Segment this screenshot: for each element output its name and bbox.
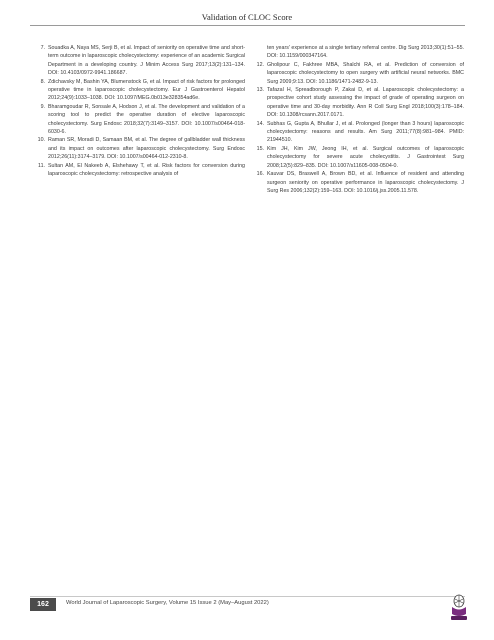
- footer-divider: [30, 596, 465, 597]
- reference-text: Kim JH, Kim JW, Jeong IH, et al. Surgical outcomes of laparoscopic cholecystectomy for severe acute cholecystitis. J Gastrointest Surg 2008;12(5):829–835. DOI: 10.1007/s11605-008-0504-0.: [267, 145, 464, 169]
- reference-item: [252, 170, 464, 195]
- reference-number: 8.: [40, 78, 45, 85]
- reference-item: [33, 162, 245, 179]
- publisher-logo-icon: [448, 592, 470, 622]
- reference-text: Kauvar DS, Braswell A, Brown BD, et al. Influence of resident and attending surgeon seniority on operative performance in laparoscopic cholecystectomy. J Surg Res 2006;132(2):159–163. DOI: 10.1016/j.jss.2005.11.578.: [267, 171, 464, 194]
- reference-text: Tafazal H, Spreadborough P, Zakai D, et al. Laparoscopic cholecystectomy: a prospective cohort study assessing the impact of grade of operating surgeon on operative time and 30-day morbidity. Ann R Coll Surg Engl 2018;100(3):178–184. DOI: 10.1308/rcsann.2017.0171.: [267, 87, 464, 119]
- reference-item: [252, 145, 464, 170]
- reference-item: [33, 136, 245, 161]
- journal-citation: World Journal of Laparoscopic Surgery, Volume 15 Issue 2 (May–August 2022): [66, 600, 269, 606]
- reference-number: 14.: [256, 120, 264, 127]
- reference-text: Sultan AM, El Nakeeb A, Elshehawy T, et al. Risk factors for conversion during laparoscopic cholecystectomy: retrospective analysis of: [48, 162, 245, 178]
- reference-text: Bharamgoudar R, Sonsale A, Hodson J, et al. The development and validation of a scoring tool to predict the operative duration of elective laparoscopic cholecystectomy. Surg Endosc 2018;32(7):3149–3157. DOI: 10.1007/s00464-018-6030-6.: [48, 103, 245, 136]
- reference-number: 9.: [40, 103, 45, 110]
- reference-item: [33, 78, 245, 103]
- reference-number: 7.: [40, 45, 45, 51]
- reference-item: [252, 86, 464, 120]
- reference-number: 11.: [38, 162, 45, 169]
- reference-number: 12.: [256, 61, 264, 68]
- running-header: Validation of CLOC Score: [201, 12, 293, 22]
- reference-number: 13.: [256, 87, 264, 94]
- page-number: 162: [30, 598, 56, 611]
- header-divider: [30, 25, 465, 26]
- reference-text: Raman SR, Moradi D, Samaan BM, et al. The degree of gallbladder wall thickness and its impact on outcomes after laparoscopic cholecystectomy. Surg Endosc 2012;26(11):3174–3179. DOI: 10.1007/s00464-012-2310-8.: [48, 137, 245, 161]
- reference-list-right: [252, 44, 464, 195]
- reference-text: Souadka A, Naya MS, Serji B, et al. Impact of seniority on operative time and short-term outcome in laparoscopic cholecystectomy: experience of an academic Surgical Department in a developing country. J Minim Access Surg 2017;13(2):131–134. DOI: 10.4103/0972-9941.186687.: [48, 45, 245, 77]
- reference-list-left: [33, 44, 245, 179]
- reference-item: [33, 103, 245, 137]
- reference-number: 10.: [37, 137, 45, 144]
- reference-item: [252, 61, 464, 86]
- reference-text: Subhas G, Gupta A, Bhullar J, et al. Prolonged (longer than 3 hours) laparoscopic cholecystectomy: reasons and results. Am Surg 2011;77(8):981–984. PMID: 21944510.: [267, 120, 464, 144]
- reference-number: 16.: [256, 171, 264, 178]
- reference-number: 15.: [256, 145, 264, 152]
- reference-text: ten years' experience at a single tertiary referral centre. Dig Surg 2013;30(1):51–55. DOI: 10.1159/000347164.: [267, 45, 464, 60]
- reference-item-continued: [252, 44, 464, 61]
- reference-item: [252, 120, 464, 145]
- reference-item: [33, 44, 245, 78]
- reference-text: Gholipour C, Fakhree MBA, Shalchi RA, et al. Prediction of conversion of laparoscopic cholecystectomy to open surgery with artificial neural networks. BMC Surg 2009;9:13. DOI: 10.1186/1471-2482-9-13.: [267, 61, 464, 85]
- reference-text: Zdichavsky M, Bashin YA, Blumenstock G, et al. Impact of risk factors for prolonged operative time in laparoscopic cholecystectomy. Eur J Gastroenterol Hepatol 2012;24(9):1033–1038. DOI: 10.1097/MEG.0b013e328354ad6e.: [48, 78, 245, 102]
